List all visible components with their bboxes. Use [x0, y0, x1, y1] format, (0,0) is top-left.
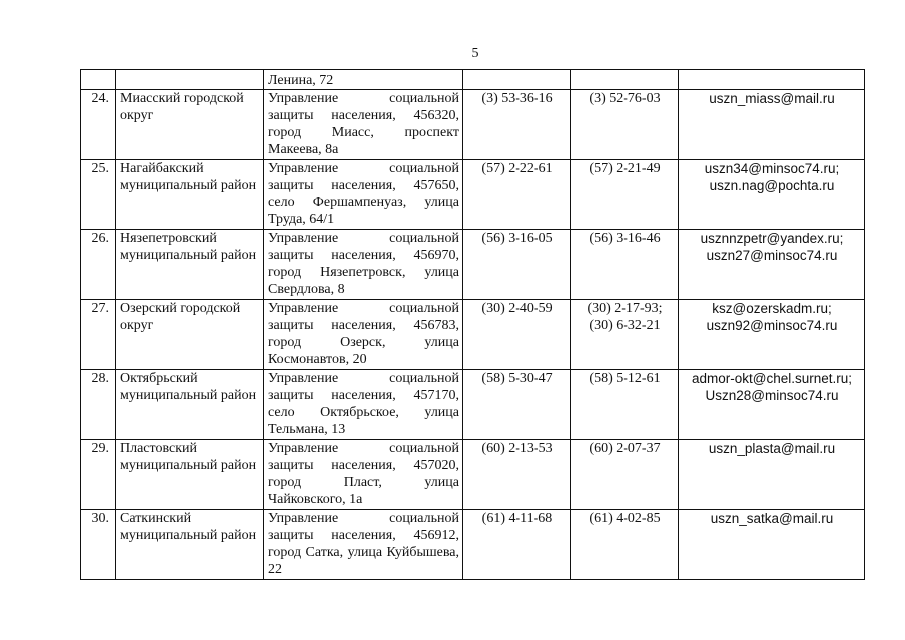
- email-line: uszn_plasta@mail.ru: [708, 441, 836, 456]
- table-row: [81, 440, 865, 510]
- org-address-cell: Управление социальной защиты населения, 456912, город Сатка, улица Куйбышева, 22: [264, 510, 463, 580]
- continuation-row: [81, 70, 865, 90]
- email-cell: [679, 90, 865, 160]
- district-cell: Нагайбакский муниципальный район: [116, 160, 264, 230]
- fax-line: (30) 6-32-21: [589, 318, 661, 333]
- fax-cell: [571, 510, 679, 580]
- num-cell: [81, 70, 116, 90]
- email-line: ksz@ozerskadm.ru;: [712, 301, 832, 316]
- phone-cell: [463, 510, 571, 580]
- district-cell: Саткинский муниципальный район: [116, 510, 264, 580]
- org-address-cell: Управление социальной защиты населения, 457170, село Октябрьское, улица Тельмана, 13: [264, 370, 463, 440]
- fax-line: (3) 52-76-03: [589, 91, 661, 106]
- email-cell: [679, 510, 865, 580]
- row-number-cell: 27.: [81, 300, 116, 370]
- fax-cell: [571, 370, 679, 440]
- district-cell: Пластовский муниципальный район: [116, 440, 264, 510]
- table-row: [81, 370, 865, 440]
- email-cell: [679, 70, 865, 90]
- district-cell: Нязепетровский муниципальный район: [116, 230, 264, 300]
- fax-cell: [571, 230, 679, 300]
- district-cell: Миасский городской округ: [116, 90, 264, 160]
- table-row: [81, 90, 865, 160]
- phone-cell: [463, 440, 571, 510]
- email-line: uszn_satka@mail.ru: [710, 511, 834, 526]
- phone-cell: [463, 370, 571, 440]
- phone-line: (61) 4-11-68: [481, 511, 553, 526]
- district-cell: Октябрьский муниципальный район: [116, 370, 264, 440]
- phone-cell: [463, 230, 571, 300]
- email-line: uszn27@minsoc74.ru: [706, 248, 838, 263]
- org-address-cell: Управление социальной защиты населения, 457650, село Фершампенуаз, улица Труда, 64/1: [264, 160, 463, 230]
- fax-line: (56) 3-16-46: [589, 231, 661, 246]
- district-cell: [116, 70, 264, 90]
- org-address-cell: Управление социальной защиты населения, 457020, город Пласт, улица Чайковского, 1а: [264, 440, 463, 510]
- phone-line: (58) 5-30-47: [481, 371, 553, 386]
- row-number-cell: 25.: [81, 160, 116, 230]
- phone-line: (60) 2-13-53: [481, 441, 553, 456]
- fax-cell: [571, 300, 679, 370]
- fax-line: (57) 2-21-49: [589, 161, 661, 176]
- phone-line: (3) 53-36-16: [481, 91, 553, 106]
- page-number: 5: [471, 46, 479, 61]
- phone-line: (30) 2-40-59: [481, 301, 553, 316]
- table-row: [81, 510, 865, 580]
- fax-line: (61) 4-02-85: [589, 511, 661, 526]
- email-cell: [679, 230, 865, 300]
- fax-line: (60) 2-07-37: [589, 441, 661, 456]
- phone-line: (57) 2-22-61: [481, 161, 553, 176]
- email-line: admor-okt@chel.surnet.ru;: [691, 371, 853, 386]
- phone-cell: [463, 70, 571, 90]
- table-body: [81, 70, 865, 580]
- email-cell: [679, 370, 865, 440]
- email-cell: [679, 160, 865, 230]
- fax-cell: [571, 90, 679, 160]
- email-cell: [679, 440, 865, 510]
- org-address-cell: Управление социальной защиты населения, 456970, город Нязепетровск, улица Свердлова, 8: [264, 230, 463, 300]
- table-row: [81, 230, 865, 300]
- email-line: uszn34@minsoc74.ru;: [704, 161, 840, 176]
- org-address-cell: Управление социальной защиты населения, 456320, город Миасс, проспект Макеева, 8а: [264, 90, 463, 160]
- row-number-cell: 26.: [81, 230, 116, 300]
- fax-line: (58) 5-12-61: [589, 371, 661, 386]
- fax-cell: [571, 160, 679, 230]
- table-row: [81, 160, 865, 230]
- district-cell: Озерский городской округ: [116, 300, 264, 370]
- email-line: uszn92@minsoc74.ru: [706, 318, 838, 333]
- phone-cell: [463, 160, 571, 230]
- email-line: usznnzpetr@yandex.ru;: [700, 231, 844, 246]
- org-address-cell: Ленина, 72: [264, 70, 463, 90]
- fax-cell: [571, 440, 679, 510]
- fax-cell: [571, 70, 679, 90]
- row-number-cell: 29.: [81, 440, 116, 510]
- table-row: [81, 300, 865, 370]
- org-address-cell: Управление социальной защиты населения, 456783, город Озерск, улица Космонавтов, 20: [264, 300, 463, 370]
- social-protection-contacts-table: [80, 69, 865, 580]
- email-cell: [679, 300, 865, 370]
- email-line: Uszn28@minsoc74.ru: [705, 388, 839, 403]
- phone-cell: [463, 90, 571, 160]
- row-number-cell: 30.: [81, 510, 116, 580]
- phone-line: (56) 3-16-05: [481, 231, 553, 246]
- email-line: uszn.nag@pochta.ru: [709, 178, 835, 193]
- email-line: uszn_miass@mail.ru: [709, 91, 835, 106]
- row-number-cell: 24.: [81, 90, 116, 160]
- row-number-cell: 28.: [81, 370, 116, 440]
- phone-cell: [463, 300, 571, 370]
- fax-line: (30) 2-17-93;: [587, 301, 663, 316]
